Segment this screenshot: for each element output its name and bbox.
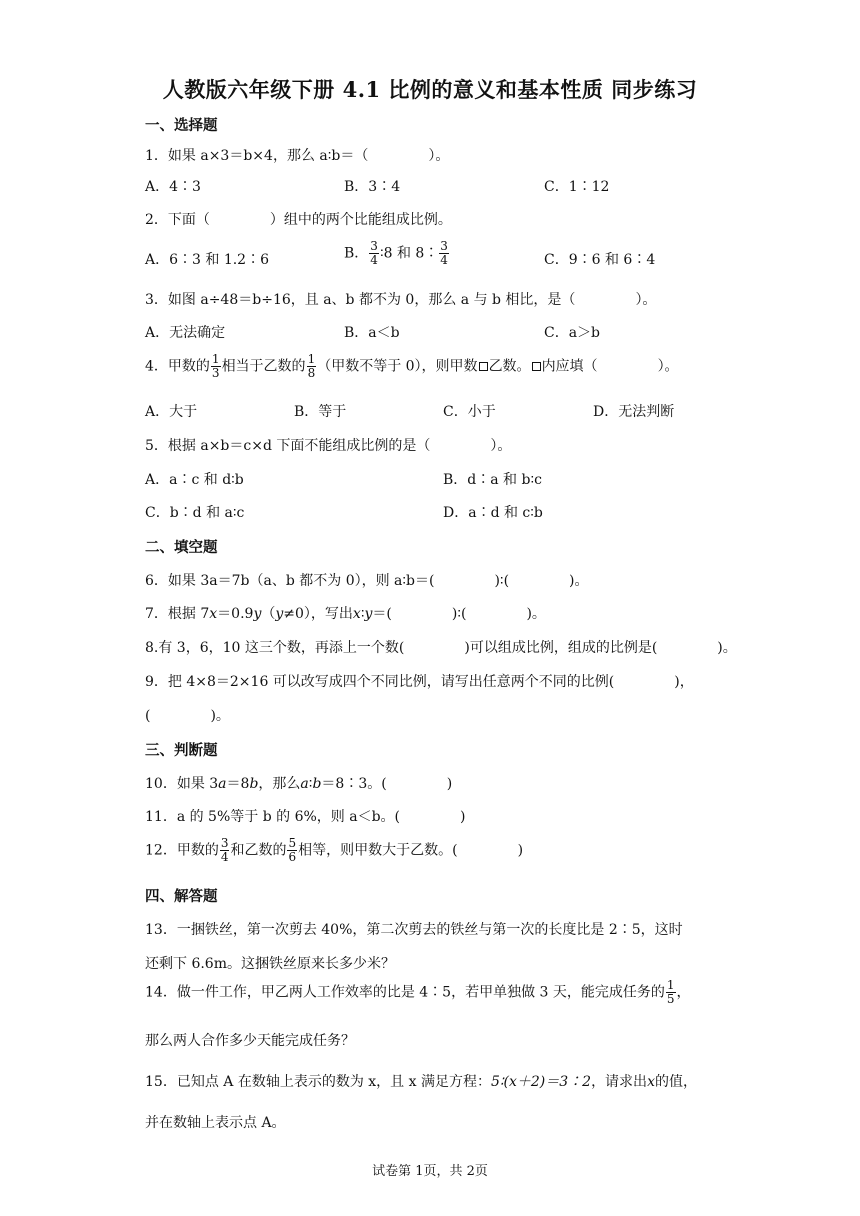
q5-option-a: A．a∶c 和 d∶b <box>145 472 244 488</box>
q3-option-b: B．a＜b <box>344 325 400 341</box>
blank-box <box>532 362 541 371</box>
question-13-line-2: 还剩下 6.6m。这捆铁丝原来长多少米？ <box>145 956 395 972</box>
page-footer: 试卷第 1页，共 2页 <box>372 1164 488 1179</box>
question-14-line-2: 那么两人合作多少天能完成任务？ <box>145 1033 355 1049</box>
question-5: 5．根据 a×b＝c×d 下面不能组成比例的是（ ）。 <box>145 438 512 454</box>
fraction: $\frac{1}{8}$ <box>307 352 316 380</box>
question-15: 15．已知点 A 在数轴上表示的数为 x，且 x 满足方程：5∶(x＋2)＝3∶2，请求出x的值， <box>145 1074 697 1090</box>
q4-option-d: D．无法判断 <box>593 404 675 420</box>
question-8: 8.有 3，6，10 这三个数，再添上一个数( )可以组成比例，组成的比例是( )。 <box>145 640 737 656</box>
q3-option-c: C．a＞b <box>544 325 601 341</box>
fraction: $\frac{3}{4}$ <box>220 836 229 864</box>
fraction: $\frac{1}{5}$ <box>666 978 675 1006</box>
question-9: 9．把 4×8＝2×16 可以改写成四个不同比例，请写出任意两个不同的比例( )， <box>145 674 694 690</box>
q4-option-a: A．大于 <box>145 404 198 420</box>
q1-option-a: A．4∶3 <box>145 179 201 195</box>
question-4: 4．甲数的 $\frac{1}{3}$ 相当于乙数的 $\frac{1}{8}$ （甲数不等于 0），则甲数 乙数。 内应填（ ）。 <box>145 352 679 380</box>
section-heading-choice: 一、选择题 <box>145 117 218 134</box>
question-7: 7．根据 7x＝0.9y（y≠0），写出x∶y＝( )∶( )。 <box>145 606 546 622</box>
question-13: 13．一捆铁丝，第一次剪去 40%，第二次剪去的铁丝与第一次的长度比是 2∶5，这时 <box>145 922 683 938</box>
fraction: $\frac{1}{3}$ <box>211 352 220 380</box>
q1-option-b: B．3∶4 <box>344 179 401 195</box>
section-heading-judge: 三、判断题 <box>145 742 218 759</box>
q5-option-b: B．d∶a 和 b∶c <box>443 472 542 488</box>
question-15-line-2: 并在数轴上表示点 A。 <box>145 1115 286 1131</box>
q4-option-b: B．等于 <box>294 404 347 420</box>
page-title: 人教版六年级下册 4.1 比例的意义和基本性质 同步练习 <box>162 77 698 102</box>
question-12: 12．甲数的 $\frac{3}{4}$ 和乙数的 $\frac{5}{6}$ 相等，则甲数大于乙数。( ) <box>145 836 524 864</box>
question-11: 11．a 的 5%等于 b 的 6%，则 a＜b。( ) <box>145 809 466 825</box>
fraction: $\frac{3}{4}$ <box>370 239 378 267</box>
fraction: $\frac{3}{4}$ <box>440 239 448 267</box>
section-heading-solve: 四、解答题 <box>145 888 218 905</box>
question-1: 1．如果 a×3＝b×4，那么 a∶b＝（ ）。 <box>145 148 450 164</box>
question-10: 10．如果 3a＝8b，那么a∶b＝8∶3。( ) <box>145 776 453 792</box>
blank-box <box>479 362 488 371</box>
section-heading-fill: 二、填空题 <box>145 539 218 556</box>
question-2: 2．下面（ ）组中的两个比能组成比例。 <box>145 212 452 228</box>
fraction: $\frac{5}{6}$ <box>288 836 297 864</box>
q1-option-c: C．1∶12 <box>544 179 610 195</box>
question-3: 3．如图 a÷48＝b÷16，且 a、b 都不为 0，那么 a 与 b 相比，是（ ）。 <box>145 292 657 308</box>
q2-option-a: A．6∶3 和 1.2∶6 <box>145 252 269 268</box>
q3-option-a: A．无法确定 <box>145 325 226 341</box>
question-9-line-2: ( )。 <box>145 708 230 724</box>
q5-option-d: D．a∶d 和 c∶b <box>443 505 543 521</box>
q2-option-b: B． $\frac{3}{4}$ ∶8 和 8∶ $\frac{3}{4}$ <box>344 239 448 267</box>
q2-option-c: C．9∶6 和 6∶4 <box>544 252 656 268</box>
q4-option-c: C．小于 <box>443 404 496 420</box>
q5-option-c: C．b∶d 和 a∶c <box>145 505 245 521</box>
question-6: 6．如果 3a＝7b（a、b 都不为 0），则 a∶b＝( )∶( )。 <box>145 573 589 589</box>
question-14: 14．做一件工作，甲乙两人工作效率的比是 4∶5，若甲单独做 3 天，能完成任务的 $\frac{1}{5}$ ， <box>145 978 691 1006</box>
